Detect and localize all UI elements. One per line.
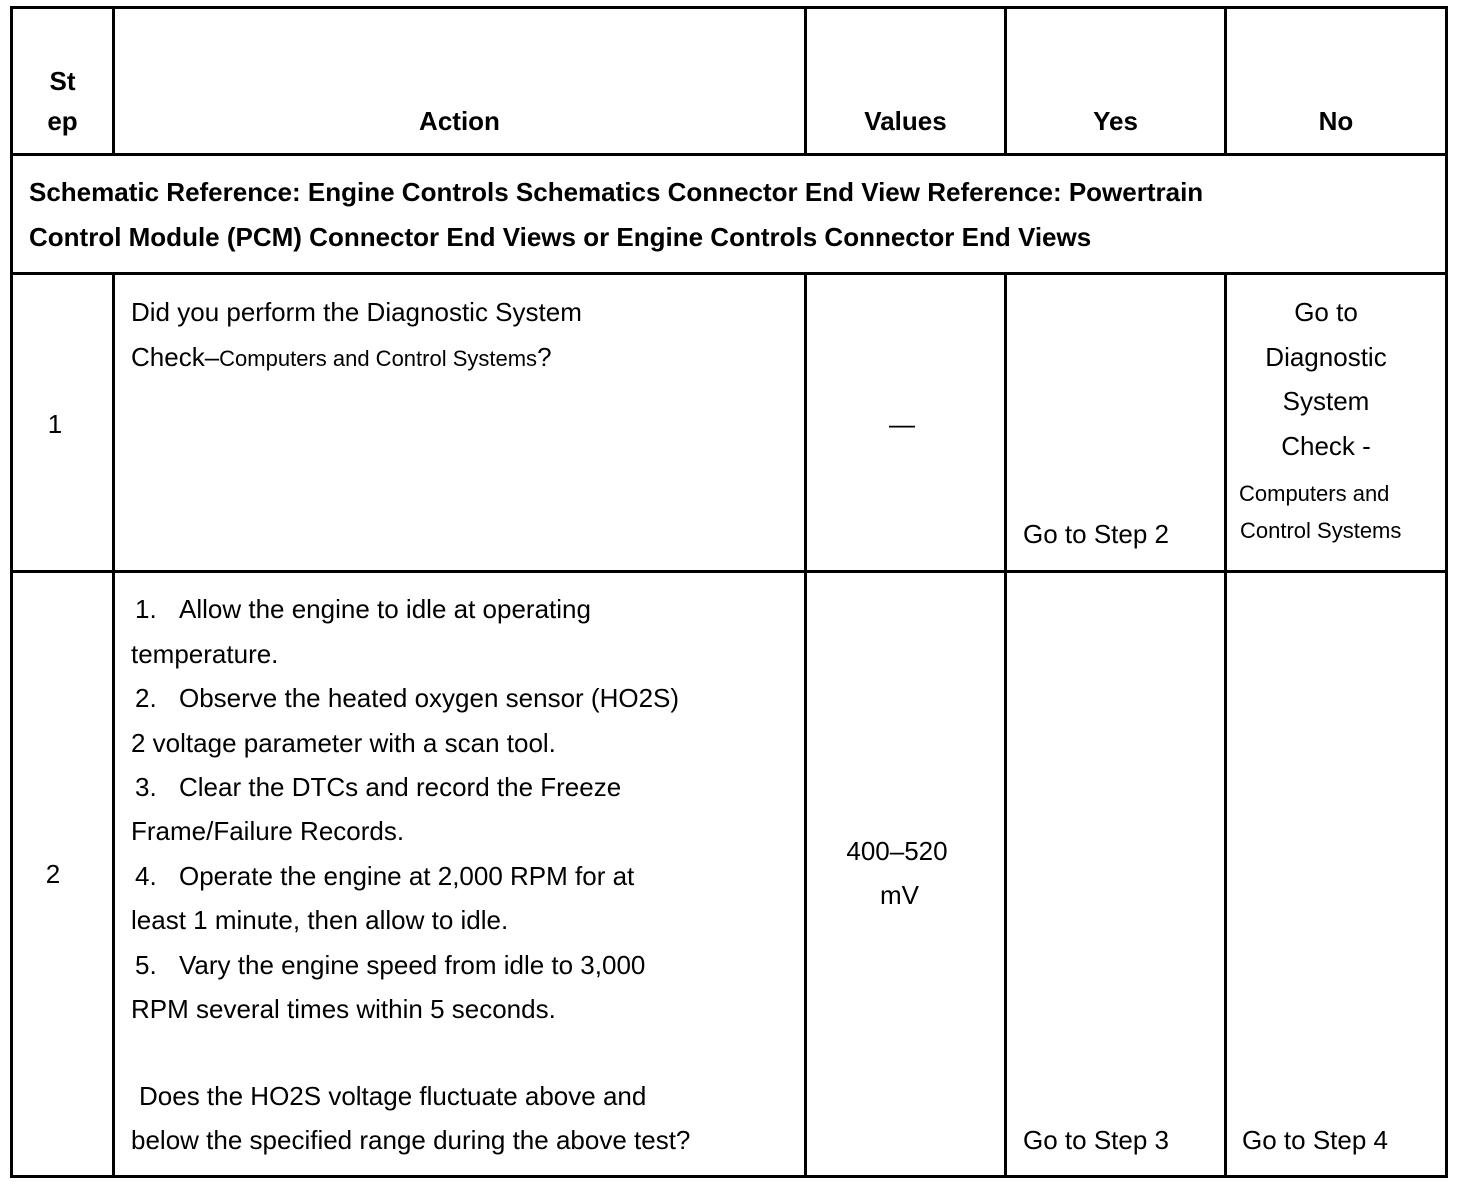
- reference-divider: [10, 272, 1448, 275]
- substep-4-line2: least 1 minute, then allow to idle.: [131, 905, 509, 935]
- substep-5-line1: Vary the engine speed from idle to 3,000: [179, 950, 646, 980]
- substep-3-line2: Frame/Failure Records.: [131, 816, 405, 846]
- substep-3-number: 3.: [135, 772, 157, 802]
- substep-1-line1: Allow the engine to idle at operating: [179, 594, 591, 624]
- computers-control-systems-link[interactable]: Computers and Control Systems: [219, 346, 538, 371]
- row1-action-line1: Did you perform the Diagnostic System: [131, 297, 582, 327]
- row2-value-line1: 400–520: [846, 836, 948, 866]
- row1-yes-go-to-step-2[interactable]: Go to Step 2: [1023, 519, 1169, 549]
- substep-5-line2: RPM several times within 5 seconds.: [131, 994, 556, 1024]
- substep-1-line2: temperature.: [131, 639, 279, 669]
- row2-question-line2: below the specified range during the above test?: [131, 1125, 691, 1155]
- row1-action-check-text: Check–: [131, 342, 220, 372]
- header-action: Action: [419, 106, 500, 136]
- row2-yes-go-to-step-3[interactable]: Go to Step 3: [1023, 1125, 1169, 1155]
- row1-no-line2[interactable]: Diagnostic: [1265, 342, 1387, 372]
- substep-1-number: 1.: [135, 594, 157, 624]
- row1-action-line2: [131, 335, 552, 381]
- header-step-line2: ep: [47, 106, 78, 136]
- row1-step: 1: [47, 409, 63, 439]
- header-no: No: [1318, 106, 1354, 136]
- substep-3-line1: Clear the DTCs and record the Freeze: [179, 772, 622, 802]
- col-divider-step: [112, 272, 115, 1178]
- header-divider: [10, 153, 1448, 156]
- schematic-reference-line1: Schematic Reference: Engine Controls Schematics Connector End View Reference: Powertrain: [29, 177, 1204, 207]
- substep-5-number: 5.: [135, 950, 157, 980]
- row1-no-line5[interactable]: Computers and: [1239, 481, 1390, 506]
- row1-value: —: [889, 409, 915, 439]
- substep-4-number: 4.: [135, 861, 157, 891]
- row2-question-line1: Does the HO2S voltage fluctuate above and: [139, 1081, 647, 1111]
- substep-4-line1: Operate the engine at 2,000 RPM for at: [179, 861, 635, 891]
- row1-no-line3[interactable]: System: [1282, 386, 1370, 416]
- substep-2-line1: Observe the heated oxygen sensor (HO2S): [179, 683, 680, 713]
- schematic-reference-line2: Control Module (PCM) Connector End Views or Engine Controls Connector End Views: [29, 222, 1092, 252]
- substep-2-number: 2.: [135, 683, 157, 713]
- row1-no-line4[interactable]: Check -: [1281, 431, 1371, 461]
- row1-action-question-mark: ?: [537, 342, 552, 372]
- substep-2-line2: 2 voltage parameter with a scan tool.: [131, 728, 556, 758]
- row1-no-line6[interactable]: Control Systems: [1240, 518, 1402, 543]
- row-divider: [10, 570, 1448, 573]
- row1-no-line1[interactable]: Go to: [1294, 297, 1358, 327]
- row2-value-line2: mV: [880, 880, 919, 910]
- col-divider-values: [1004, 272, 1007, 1178]
- header-values: Values: [864, 106, 947, 136]
- header-step-line1: St: [49, 66, 76, 96]
- header-yes: Yes: [1093, 106, 1138, 136]
- row2-no-go-to-step-4[interactable]: Go to Step 4: [1242, 1125, 1388, 1155]
- row2-step: 2: [45, 859, 61, 889]
